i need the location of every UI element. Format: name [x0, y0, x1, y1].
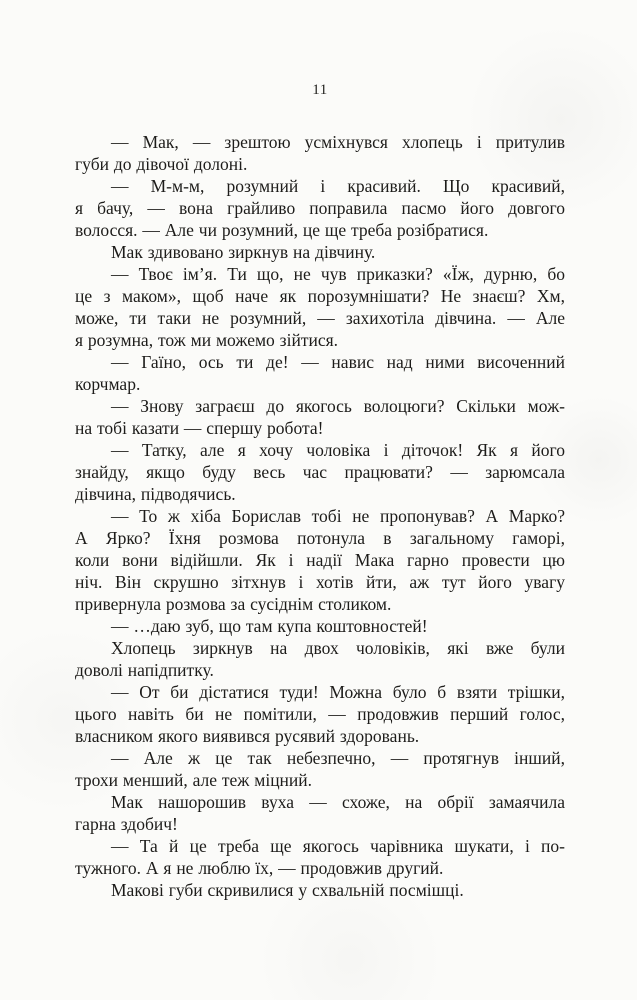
text-line: корчмар.	[75, 374, 141, 394]
text-line: Макові губи скривилися у схвальній посмішці.	[111, 880, 464, 900]
paragraph	[75, 835, 565, 879]
paragraph	[75, 351, 565, 395]
text-line: знайду, якщо буду весь час працювати? — зарюмсала	[75, 462, 565, 482]
paragraph	[75, 395, 565, 439]
paragraph	[75, 615, 565, 637]
text-line: — Мак, — зрештою усміхнувся хлопець і притулив	[111, 132, 565, 152]
text-line: — Знову заграєш до якогось волоцюги? Скільки мож-	[111, 396, 565, 416]
text-line: А Ярко? Їхня розмова потонула в загальному гаморі,	[75, 528, 565, 548]
paragraph	[75, 747, 565, 791]
text-line: — Та й це треба ще якогось чарівника шукати, і по-	[111, 836, 565, 856]
text-line: волосся. — Але чи розумний, це ще треба розібратися.	[75, 220, 489, 240]
paragraph	[75, 131, 565, 175]
text-line: — Але ж це так небезпечно, — протягнув інший,	[111, 748, 565, 768]
paragraph	[75, 241, 565, 263]
paragraph	[75, 637, 565, 681]
text-line: — От би дістатися туди! Можна було б взяти трішки,	[111, 682, 565, 702]
paragraph	[75, 879, 565, 901]
text-line: Мак здивовано зиркнув на дівчину.	[111, 242, 376, 262]
text-line: дівчина, підводячись.	[75, 484, 236, 504]
text-line: власником якого виявився русявий здоровань.	[75, 726, 420, 746]
text-line: губи до дівочої долоні.	[75, 154, 248, 174]
text-line: на тобі казати — спершу робота!	[75, 418, 324, 438]
text-line: — То ж хіба Борислав тобі не пропонував? А Марко?	[111, 506, 565, 526]
paragraph	[75, 175, 565, 241]
text-line: ніч. Він скрушно зітхнув і хотів йти, аж тут його увагу	[75, 572, 565, 592]
paragraph	[75, 681, 565, 747]
text-line: — Татку, але я хочу чоловіка і діточок! Як я його	[111, 440, 565, 460]
text-line: трохи менший, але теж міцний.	[75, 770, 313, 790]
text-line: — Твоє ім’я. Ти що, не чув приказки? «Їж, дурню, бо	[111, 264, 565, 284]
text-line: тужного. А я не люблю їх, — продовжив другий.	[75, 858, 444, 878]
text-line: — М-м-м, розумний і красивий. Що красивий,	[111, 176, 565, 196]
paragraph	[75, 439, 565, 505]
text-line: цього навіть би не помітили, — продовжив перший голос,	[75, 704, 565, 724]
text-line: гарна здобич!	[75, 814, 178, 834]
paragraph	[75, 505, 565, 615]
text-line: Мак нашорошив вуха — схоже, на обрії замаячила	[111, 792, 565, 812]
text-line: коли вони відійшли. Як і надії Мака гарно провести цю	[75, 550, 565, 570]
text-line: я розумна, тож ми можемо зійтися.	[75, 330, 339, 350]
text-line: це з маком», щоб наче як порозумнішати? Не знаєш? Хм,	[75, 286, 565, 306]
text-line: доволі напідпитку.	[75, 660, 214, 680]
text-line: — Гаїно, ось ти де! — навис над ними височенний	[111, 352, 565, 372]
book-page-text	[75, 131, 565, 901]
text-line: привернула розмова за сусіднім столиком.	[75, 594, 392, 614]
paragraph	[75, 263, 565, 351]
text-line: я бачу, — вона грайливо поправила пасмо його довгого	[75, 198, 565, 218]
text-line: Хлопець зиркнув на двох чоловіків, які вже були	[111, 638, 565, 658]
paragraph	[75, 791, 565, 835]
page-number: 11	[312, 82, 328, 98]
text-line: — …даю зуб, що там купа коштовностей!	[111, 616, 428, 636]
text-line: може, ти таки не розумний, — захихотіла дівчина. — Але	[75, 308, 565, 328]
